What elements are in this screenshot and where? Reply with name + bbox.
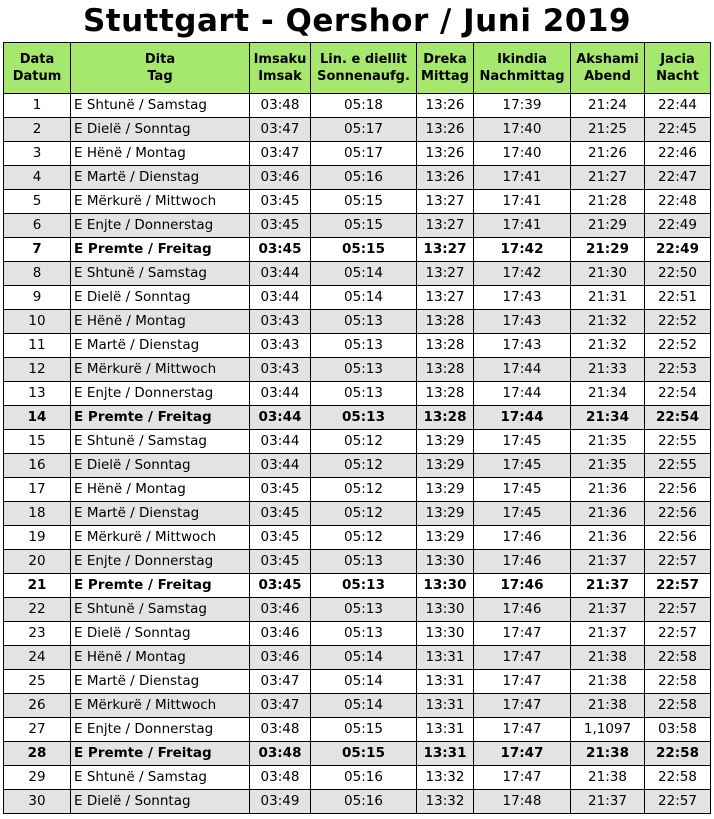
day-cell: E Enjte / Donnerstag [71,214,250,238]
noon-cell: 13:27 [417,238,474,262]
sunrise-cell: 05:13 [311,574,417,598]
imsak-cell: 03:44 [250,430,311,454]
sunrise-cell: 05:13 [311,334,417,358]
table-row [4,262,711,286]
evening-cell: 21:35 [571,454,645,478]
day-cell: E Dielë / Sonntag [71,790,250,814]
night-cell: 22:47 [645,166,711,190]
day-cell: E Mërkurë / Mittwoch [71,358,250,382]
header-row [4,43,711,94]
sunrise-cell: 05:16 [311,790,417,814]
table-row [4,310,711,334]
night-cell: 22:53 [645,358,711,382]
noon-cell: 13:30 [417,574,474,598]
imsak-cell: 03:48 [250,94,311,118]
afternoon-cell: 17:45 [474,454,571,478]
evening-cell: 21:31 [571,286,645,310]
imsak-cell: 03:46 [250,646,311,670]
table-row [4,358,711,382]
day-cell: E Martë / Dienstag [71,670,250,694]
afternoon-cell: 17:46 [474,574,571,598]
col-header-date: Data Datum [4,43,71,94]
sunrise-cell: 05:13 [311,550,417,574]
col-header-night: Jacia Nacht [645,43,711,94]
table-row [4,190,711,214]
night-cell: 22:58 [645,670,711,694]
noon-cell: 13:30 [417,598,474,622]
day-cell: E Premte / Freitag [71,574,250,598]
page-title: Stuttgart - Qershor / Juni 2019 [82,3,632,39]
imsak-cell: 03:44 [250,454,311,478]
date-cell: 11 [4,334,71,358]
afternoon-cell: 17:47 [474,742,571,766]
evening-cell: 21:25 [571,118,645,142]
evening-cell: 21:38 [571,694,645,718]
sunrise-cell: 05:13 [311,406,417,430]
noon-cell: 13:32 [417,766,474,790]
table-row [4,622,711,646]
col-header-noon: Dreka Mittag [417,43,474,94]
day-cell: E Shtunë / Samstag [71,94,250,118]
day-cell: E Hënë / Montag [71,646,250,670]
day-cell: E Hënë / Montag [71,142,250,166]
imsak-cell: 03:44 [250,286,311,310]
noon-cell: 13:26 [417,166,474,190]
date-cell: 9 [4,286,71,310]
date-cell: 30 [4,790,71,814]
sunrise-cell: 05:13 [311,622,417,646]
night-cell: 22:49 [645,238,711,262]
sunrise-cell: 05:16 [311,166,417,190]
noon-cell: 13:26 [417,94,474,118]
sunrise-cell: 05:12 [311,478,417,502]
night-cell: 22:57 [645,622,711,646]
date-cell: 5 [4,190,71,214]
day-cell: E Dielë / Sonntag [71,286,250,310]
col-header-sunrise: Lin. e diellit Sonnenaufg. [311,43,417,94]
day-cell: E Martë / Dienstag [71,502,250,526]
imsak-cell: 03:43 [250,334,311,358]
table-row [4,214,711,238]
sunrise-cell: 05:18 [311,94,417,118]
imsak-cell: 03:45 [250,190,311,214]
evening-cell: 21:24 [571,94,645,118]
evening-cell: 21:27 [571,166,645,190]
noon-cell: 13:28 [417,406,474,430]
afternoon-cell: 17:40 [474,118,571,142]
sunrise-cell: 05:16 [311,766,417,790]
sunrise-cell: 05:12 [311,526,417,550]
imsak-cell: 03:47 [250,142,311,166]
col-header-afternoon: Ikindia Nachmittag [474,43,571,94]
day-cell: E Dielë / Sonntag [71,118,250,142]
table-row [4,238,711,262]
sunrise-cell: 05:13 [311,382,417,406]
date-cell: 15 [4,430,71,454]
evening-cell: 21:33 [571,358,645,382]
sunrise-cell: 05:13 [311,358,417,382]
day-cell: E Shtunë / Samstag [71,598,250,622]
day-cell: E Shtunë / Samstag [71,430,250,454]
date-cell: 13 [4,382,71,406]
sunrise-cell: 05:12 [311,430,417,454]
imsak-cell: 03:47 [250,694,311,718]
imsak-cell: 03:48 [250,742,311,766]
afternoon-cell: 17:39 [474,94,571,118]
evening-cell: 21:36 [571,478,645,502]
noon-cell: 13:31 [417,742,474,766]
evening-cell: 21:30 [571,262,645,286]
night-cell: 22:50 [645,262,711,286]
evening-cell: 21:36 [571,526,645,550]
sunrise-cell: 05:12 [311,502,417,526]
table-row [4,550,711,574]
evening-cell: 21:37 [571,598,645,622]
day-cell: E Hënë / Montag [71,478,250,502]
sunrise-cell: 05:15 [311,718,417,742]
afternoon-cell: 17:47 [474,766,571,790]
night-cell: 22:44 [645,94,711,118]
date-cell: 29 [4,766,71,790]
day-cell: E Martë / Dienstag [71,166,250,190]
afternoon-cell: 17:42 [474,238,571,262]
night-cell: 22:49 [645,214,711,238]
date-cell: 4 [4,166,71,190]
date-cell: 19 [4,526,71,550]
date-cell: 6 [4,214,71,238]
sunrise-cell: 05:17 [311,142,417,166]
afternoon-cell: 17:45 [474,502,571,526]
night-cell: 22:55 [645,454,711,478]
imsak-cell: 03:45 [250,526,311,550]
night-cell: 22:56 [645,478,711,502]
table-body [4,94,711,814]
noon-cell: 13:29 [417,430,474,454]
afternoon-cell: 17:47 [474,694,571,718]
date-cell: 24 [4,646,71,670]
evening-cell: 21:38 [571,670,645,694]
evening-cell: 21:32 [571,310,645,334]
day-cell: E Dielë / Sonntag [71,454,250,478]
imsak-cell: 03:43 [250,310,311,334]
table-row [4,742,711,766]
imsak-cell: 03:45 [250,574,311,598]
afternoon-cell: 17:44 [474,406,571,430]
sunrise-cell: 05:14 [311,262,417,286]
night-cell: 22:56 [645,526,711,550]
day-cell: E Premte / Freitag [71,742,250,766]
day-cell: E Martë / Dienstag [71,334,250,358]
imsak-cell: 03:45 [250,502,311,526]
day-cell: E Mërkurë / Mittwoch [71,190,250,214]
day-cell: E Enjte / Donnerstag [71,550,250,574]
table-row [4,766,711,790]
noon-cell: 13:30 [417,622,474,646]
night-cell: 22:54 [645,406,711,430]
sunrise-cell: 05:14 [311,646,417,670]
afternoon-cell: 17:42 [474,262,571,286]
afternoon-cell: 17:46 [474,526,571,550]
sunrise-cell: 05:14 [311,694,417,718]
noon-cell: 13:26 [417,118,474,142]
afternoon-cell: 17:44 [474,382,571,406]
day-cell: E Shtunë / Samstag [71,766,250,790]
afternoon-cell: 17:47 [474,622,571,646]
afternoon-cell: 17:43 [474,286,571,310]
date-cell: 21 [4,574,71,598]
afternoon-cell: 17:41 [474,166,571,190]
afternoon-cell: 17:46 [474,550,571,574]
afternoon-cell: 17:43 [474,334,571,358]
table-row [4,670,711,694]
afternoon-cell: 17:47 [474,670,571,694]
noon-cell: 13:27 [417,190,474,214]
night-cell: 03:58 [645,718,711,742]
imsak-cell: 03:49 [250,790,311,814]
date-cell: 14 [4,406,71,430]
night-cell: 22:55 [645,430,711,454]
noon-cell: 13:27 [417,214,474,238]
sunrise-cell: 05:12 [311,454,417,478]
table-row [4,166,711,190]
imsak-cell: 03:46 [250,622,311,646]
evening-cell: 21:34 [571,382,645,406]
night-cell: 22:57 [645,790,711,814]
imsak-cell: 03:45 [250,478,311,502]
date-cell: 8 [4,262,71,286]
noon-cell: 13:31 [417,646,474,670]
date-cell: 20 [4,550,71,574]
date-cell: 2 [4,118,71,142]
sunrise-cell: 05:13 [311,598,417,622]
noon-cell: 13:27 [417,286,474,310]
afternoon-cell: 17:45 [474,478,571,502]
date-cell: 23 [4,622,71,646]
table-row [4,646,711,670]
date-cell: 16 [4,454,71,478]
table-row [4,334,711,358]
col-header-day: Dita Tag [71,43,250,94]
date-cell: 22 [4,598,71,622]
evening-cell: 1,1097 [571,718,645,742]
night-cell: 22:52 [645,310,711,334]
imsak-cell: 03:45 [250,214,311,238]
day-cell: E Hënë / Montag [71,310,250,334]
table-row [4,118,711,142]
night-cell: 22:57 [645,598,711,622]
sunrise-cell: 05:14 [311,286,417,310]
noon-cell: 13:27 [417,262,474,286]
day-cell: E Mërkurë / Mittwoch [71,694,250,718]
imsak-cell: 03:44 [250,382,311,406]
afternoon-cell: 17:44 [474,358,571,382]
imsak-cell: 03:43 [250,358,311,382]
sunrise-cell: 05:15 [311,238,417,262]
day-cell: E Shtunë / Samstag [71,262,250,286]
col-header-evening: Akshami Abend [571,43,645,94]
table-row [4,790,711,814]
evening-cell: 21:35 [571,430,645,454]
night-cell: 22:58 [645,766,711,790]
noon-cell: 13:28 [417,334,474,358]
noon-cell: 13:31 [417,718,474,742]
evening-cell: 21:37 [571,550,645,574]
table-row [4,694,711,718]
sunrise-cell: 05:15 [311,190,417,214]
noon-cell: 13:28 [417,310,474,334]
afternoon-cell: 17:48 [474,790,571,814]
table-row [4,478,711,502]
noon-cell: 13:28 [417,358,474,382]
evening-cell: 21:29 [571,238,645,262]
noon-cell: 13:29 [417,478,474,502]
afternoon-cell: 17:43 [474,310,571,334]
day-cell: E Premte / Freitag [71,406,250,430]
sunrise-cell: 05:14 [311,670,417,694]
table-row [4,574,711,598]
date-cell: 1 [4,94,71,118]
imsak-cell: 03:44 [250,262,311,286]
night-cell: 22:46 [645,142,711,166]
table-row [4,382,711,406]
prayer-times-table [3,42,711,814]
noon-cell: 13:31 [417,670,474,694]
col-header-imsak: Imsaku Imsak [250,43,311,94]
night-cell: 22:57 [645,574,711,598]
night-cell: 22:54 [645,382,711,406]
evening-cell: 21:38 [571,742,645,766]
table-row [4,142,711,166]
table-row [4,526,711,550]
date-cell: 25 [4,670,71,694]
evening-cell: 21:32 [571,334,645,358]
noon-cell: 13:30 [417,550,474,574]
noon-cell: 13:31 [417,694,474,718]
evening-cell: 21:29 [571,214,645,238]
night-cell: 22:58 [645,646,711,670]
noon-cell: 13:29 [417,526,474,550]
evening-cell: 21:37 [571,574,645,598]
afternoon-cell: 17:41 [474,190,571,214]
table-row [4,286,711,310]
imsak-cell: 03:48 [250,766,311,790]
date-cell: 28 [4,742,71,766]
night-cell: 22:51 [645,286,711,310]
table-row [4,94,711,118]
day-cell: E Enjte / Donnerstag [71,382,250,406]
table-row [4,502,711,526]
date-cell: 26 [4,694,71,718]
evening-cell: 21:37 [571,622,645,646]
sunrise-cell: 05:15 [311,742,417,766]
afternoon-cell: 17:40 [474,142,571,166]
imsak-cell: 03:48 [250,718,311,742]
evening-cell: 21:38 [571,766,645,790]
noon-cell: 13:29 [417,454,474,478]
day-cell: E Mërkurë / Mittwoch [71,526,250,550]
afternoon-cell: 17:47 [474,718,571,742]
table-row [4,454,711,478]
afternoon-cell: 17:47 [474,646,571,670]
table-row [4,598,711,622]
evening-cell: 21:28 [571,190,645,214]
table-row [4,718,711,742]
night-cell: 22:56 [645,502,711,526]
sunrise-cell: 05:15 [311,214,417,238]
date-cell: 12 [4,358,71,382]
day-cell: E Premte / Freitag [71,238,250,262]
day-cell: E Enjte / Donnerstag [71,718,250,742]
imsak-cell: 03:46 [250,166,311,190]
noon-cell: 13:32 [417,790,474,814]
date-cell: 17 [4,478,71,502]
imsak-cell: 03:46 [250,598,311,622]
afternoon-cell: 17:45 [474,430,571,454]
evening-cell: 21:37 [571,790,645,814]
night-cell: 22:48 [645,190,711,214]
evening-cell: 21:26 [571,142,645,166]
evening-cell: 21:38 [571,646,645,670]
evening-cell: 21:34 [571,406,645,430]
night-cell: 22:57 [645,550,711,574]
sunrise-cell: 05:13 [311,310,417,334]
afternoon-cell: 17:46 [474,598,571,622]
evening-cell: 21:36 [571,502,645,526]
imsak-cell: 03:45 [250,238,311,262]
imsak-cell: 03:45 [250,550,311,574]
imsak-cell: 03:44 [250,406,311,430]
noon-cell: 13:26 [417,142,474,166]
date-cell: 27 [4,718,71,742]
date-cell: 7 [4,238,71,262]
night-cell: 22:58 [645,742,711,766]
imsak-cell: 03:47 [250,670,311,694]
noon-cell: 13:29 [417,502,474,526]
imsak-cell: 03:47 [250,118,311,142]
date-cell: 18 [4,502,71,526]
date-cell: 10 [4,310,71,334]
table-row [4,406,711,430]
night-cell: 22:52 [645,334,711,358]
day-cell: E Dielë / Sonntag [71,622,250,646]
afternoon-cell: 17:41 [474,214,571,238]
date-cell: 3 [4,142,71,166]
table-row [4,430,711,454]
night-cell: 22:45 [645,118,711,142]
noon-cell: 13:28 [417,382,474,406]
night-cell: 22:58 [645,694,711,718]
sunrise-cell: 05:17 [311,118,417,142]
